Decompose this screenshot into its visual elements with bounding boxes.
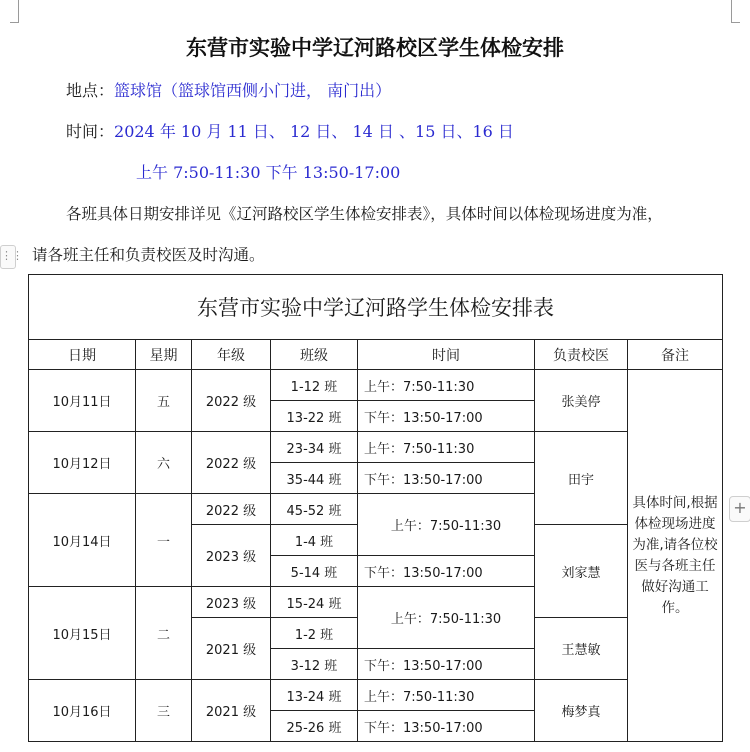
time-cell: 下午：13:50-17:00 (358, 711, 535, 742)
location-line (66, 78, 391, 101)
notice-line-2: 请各班主任和负责校医及时沟通。 (32, 246, 265, 264)
date-cell: 10月11日 (29, 370, 136, 432)
header-date: 日期 (29, 340, 136, 370)
weekday-cell: 六 (136, 432, 192, 494)
date-cell: 10月14日 (29, 494, 136, 587)
header-note: 备注 (628, 340, 723, 370)
class-cell: 13-24 班 (271, 680, 358, 711)
doctor-cell: 田宇 (535, 432, 628, 525)
time-dates: 2024 年 10 月 11 日、 12 日、 14 日 、15 日、16 日 (114, 122, 514, 141)
location-label: 地点： (66, 81, 115, 100)
date-cell: 10月15日 (29, 587, 136, 680)
class-cell: 35-44 班 (271, 463, 358, 494)
grade-cell: 2021 级 (192, 680, 271, 742)
grade-cell: 2022 级 (192, 432, 271, 494)
schedule-table (28, 274, 723, 742)
date-cell: 10月16日 (29, 680, 136, 742)
grade-cell: 2022 级 (192, 494, 271, 525)
class-cell: 1-12 班 (271, 370, 358, 401)
location-value: 篮球馆（篮球馆西侧小门进， 南门出） (114, 81, 392, 100)
time-cell: 下午：13:50-17:00 (358, 649, 535, 680)
class-cell: 13-22 班 (271, 401, 358, 432)
doctor-cell: 刘家慧 (535, 525, 628, 618)
grade-cell: 2022 级 (192, 370, 271, 432)
doctor-cell: 张美停 (535, 370, 628, 432)
time-cell: 下午：13:50-17:00 (358, 401, 535, 432)
class-cell: 1-2 班 (271, 618, 358, 649)
doctor-cell: 梅梦真 (535, 680, 628, 742)
class-cell: 25-26 班 (271, 711, 358, 742)
class-cell: 3-12 班 (271, 649, 358, 680)
time-label: 时间： (66, 122, 115, 141)
grade-cell: 2021 级 (192, 618, 271, 680)
document-title: 东营市实验中学辽河路校区学生体检安排 (186, 35, 564, 60)
weekday-cell: 五 (136, 370, 192, 432)
time-cell: 上午：7:50-11:30 (358, 680, 535, 711)
drag-handle-icon[interactable]: ⋮⋮ (0, 245, 16, 269)
doctor-cell: 王慧敏 (535, 618, 628, 680)
header-grade: 年级 (192, 340, 271, 370)
grade-cell: 2023 级 (192, 587, 271, 618)
page-corner-mark-left (10, 0, 19, 23)
date-cell: 10月12日 (29, 432, 136, 494)
header-class: 班级 (271, 340, 358, 370)
weekday-cell: 三 (136, 680, 192, 742)
weekday-cell: 一 (136, 494, 192, 587)
class-cell: 45-52 班 (271, 494, 358, 525)
table-title: 东营市实验中学辽河路学生体检安排表 (29, 275, 723, 340)
add-icon[interactable]: + (729, 496, 750, 522)
time-cell: 上午：7:50-11:30 (358, 370, 535, 401)
note-cell: 具体时间,根据体检现场进度为准,请各位校医与各班主任做好沟通工作。 (628, 370, 723, 742)
time-cell: 下午：13:50-17:00 (358, 463, 535, 494)
time-cell: 下午：13:50-17:00 (358, 556, 535, 587)
notice-line-1: 各班具体日期安排详见《辽河路校区学生体检安排表》，具体时间以体检现场进度为准， (66, 205, 663, 223)
time-cell: 上午：7:50-11:30 (358, 432, 535, 463)
time-cell: 上午：7:50-11:30 (358, 494, 535, 556)
class-cell: 23-34 班 (271, 432, 358, 463)
class-cell: 1-4 班 (271, 525, 358, 556)
header-time: 时间 (358, 340, 535, 370)
header-doctor: 负责校医 (535, 340, 628, 370)
header-weekday: 星期 (136, 340, 192, 370)
class-cell: 5-14 班 (271, 556, 358, 587)
class-cell: 15-24 班 (271, 587, 358, 618)
time-hours: 上午 7:50-11:30 下午 13:50-17:00 (136, 163, 401, 182)
grade-cell: 2023 级 (192, 525, 271, 587)
page-corner-mark-right (731, 0, 740, 23)
time-line (66, 119, 514, 142)
weekday-cell: 二 (136, 587, 192, 680)
time-cell: 上午：7:50-11:30 (358, 587, 535, 649)
